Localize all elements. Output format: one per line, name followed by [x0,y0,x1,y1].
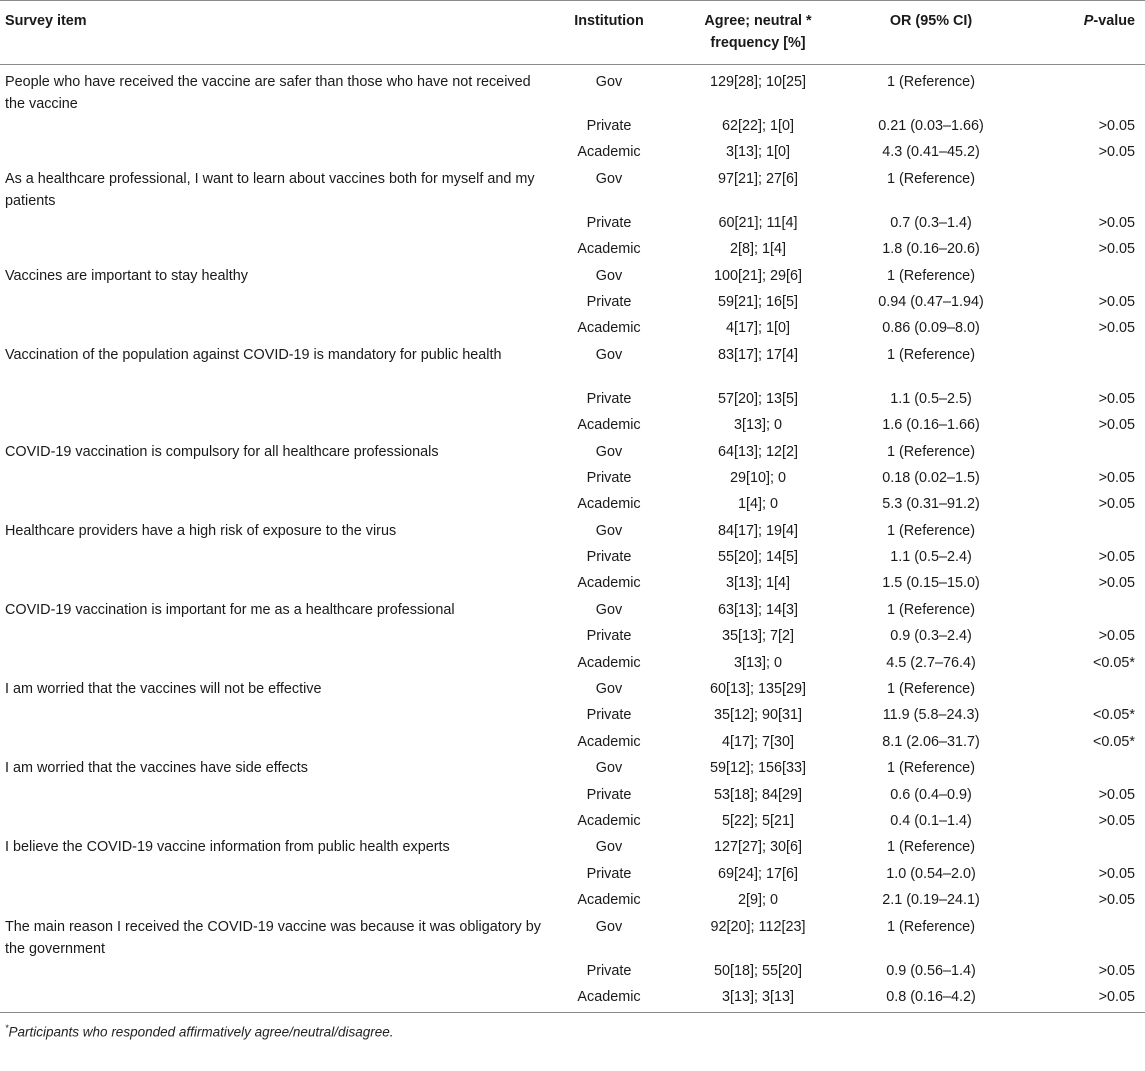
institution-cell: Gov [595,170,623,187]
odds-ratio-cell: 0.9 (0.56–1.4) [886,962,976,979]
p-value-cell: >0.05 [1098,812,1135,829]
survey-item-cell [0,212,545,238]
frequency-cell: 3[13]; 3[13] [721,988,794,1005]
survey-item-cell [0,467,545,493]
p-value-cell [1019,344,1145,388]
survey-item-cell [0,731,545,757]
institution-cell: Academic [577,144,641,161]
table-row [0,265,1145,291]
institution-cell: Academic [577,892,641,909]
frequency-cell: 35[12]; 90[31] [713,707,803,724]
odds-ratio-cell: 11.9 (5.8–24.3) [882,707,980,724]
frequency-cell: 97[21]; 27[6] [717,170,798,187]
institution-cell: Gov [595,601,623,618]
p-value-cell: >0.05 [1098,549,1135,566]
table-row [0,625,1145,651]
survey-item-cell: I believe the COVID-19 vaccine information from public health experts [5,839,450,856]
p-value-cell [1019,441,1145,467]
table-row [0,652,1145,678]
p-value-cell: >0.05 [1098,118,1135,134]
institution-cell: Gov [595,267,623,284]
frequency-cell: 50[18]; 55[20] [713,962,803,979]
frequency-cell: 62[22]; 1[0] [721,118,794,134]
institution-cell: Academic [577,733,641,750]
odds-ratio-cell: 1 (Reference) [887,267,975,284]
odds-ratio-cell: 0.8 (0.16–4.2) [886,988,976,1005]
frequency-cell: 92[20]; 112[23] [710,918,806,935]
p-value-cell: >0.05 [1098,241,1135,258]
table-row [0,836,1145,862]
header-odds-ratio: OR (95% CI) [889,13,973,29]
frequency-cell: 83[17]; 17[4] [717,346,798,363]
odds-ratio-cell: 0.94 (0.47–1.94) [878,293,984,310]
frequency-cell: 129[28]; 10[25] [709,74,807,90]
p-value-cell: <0.05* [1092,707,1135,724]
institution-cell: Private [586,786,632,803]
frequency-cell: 55[20]; 14[5] [717,549,798,566]
odds-ratio-cell: 1 (Reference) [887,760,975,777]
header-frequency-line2: frequency [%] [710,35,806,51]
odds-ratio-cell: 1.1 (0.5–2.5) [890,390,972,407]
table-row [0,520,1145,546]
table-row [0,546,1145,572]
table-row [0,291,1145,317]
frequency-cell: 3[13]; 0 [733,417,782,434]
institution-cell: Private [586,469,632,486]
odds-ratio-cell: 1.5 (0.15–15.0) [882,575,980,592]
table-row [0,212,1145,238]
frequency-cell: 59[21]; 16[5] [717,293,798,310]
p-value-cell: >0.05 [1098,214,1135,231]
table-row [0,863,1145,889]
survey-item-cell: COVID-19 vaccination is important for me as a healthcare professional [5,601,455,618]
frequency-cell: 84[17]; 19[4] [717,522,798,539]
p-value-cell: >0.05 [1098,962,1135,979]
table-row [0,704,1145,730]
frequency-cell: 29[10]; 0 [729,469,786,486]
table-row [0,115,1145,141]
frequency-cell: 60[21]; 11[4] [718,214,798,231]
odds-ratio-cell: 1 (Reference) [887,522,975,539]
table-body [0,65,1145,1013]
institution-cell: Academic [577,988,641,1005]
institution-cell: Academic [577,241,641,258]
table-row [0,678,1145,704]
frequency-cell: 35[13]; 7[2] [721,628,794,645]
frequency-cell: 59[12]; 156[33] [709,760,807,777]
p-value-cell: <0.05* [1092,654,1135,671]
survey-item-cell [0,493,545,519]
odds-ratio-cell: 1.0 (0.54–2.0) [886,865,976,882]
survey-item-cell [0,652,545,678]
header-institution: Institution [574,13,644,29]
frequency-cell: 63[13]; 14[3] [717,601,798,618]
p-value-cell: >0.05 [1098,628,1135,645]
frequency-cell: 60[13]; 135[29] [709,681,807,698]
survey-item-cell [0,986,545,1013]
table-row [0,916,1145,960]
p-value-cell: >0.05 [1098,320,1135,337]
table-row [0,731,1145,757]
table-row [0,572,1145,598]
odds-ratio-cell: 4.3 (0.41–45.2) [882,144,980,161]
p-value-cell: >0.05 [1098,390,1135,407]
p-value-cell [1019,757,1145,783]
institution-cell: Gov [595,522,623,539]
survey-item-cell [0,863,545,889]
odds-ratio-cell: 0.21 (0.03–1.66) [878,118,984,134]
survey-item-cell [0,388,545,414]
p-value-cell: >0.05 [1098,469,1135,486]
frequency-cell: 2[9]; 0 [737,892,778,909]
frequency-cell: 3[13]; 1[4] [725,575,790,592]
table-header [0,1,1145,65]
frequency-cell: 69[24]; 17[6] [717,865,798,882]
header-p-value [1019,1,1145,65]
odds-ratio-cell: 0.4 (0.1–1.4) [890,812,972,829]
odds-ratio-cell: 1 (Reference) [887,601,975,618]
survey-item-cell [0,572,545,598]
table-row [0,810,1145,836]
survey-item-cell [0,414,545,440]
institution-cell: Academic [577,575,641,592]
institution-cell: Private [586,549,632,566]
odds-ratio-cell: 1 (Reference) [887,346,975,363]
survey-item-cell: I am worried that the vaccines have side effects [5,760,308,777]
survey-item-cell: People who have received the vaccine are safer than those who have not received the vaccine [5,74,531,112]
institution-cell: Private [586,628,632,645]
survey-item-cell [0,810,545,836]
odds-ratio-cell: 1 (Reference) [887,74,975,90]
table-row [0,65,1145,116]
odds-ratio-cell: 1 (Reference) [887,681,975,698]
institution-cell: Private [586,962,632,979]
p-value-cell [1019,599,1145,625]
survey-item-cell: COVID-19 vaccination is compulsory for all healthcare professionals [5,443,439,460]
table-row [0,238,1145,264]
p-value-cell [1019,520,1145,546]
table-row [0,784,1145,810]
p-value-cell: >0.05 [1098,417,1135,434]
p-value-cell: >0.05 [1098,786,1135,803]
frequency-cell: 100[21]; 29[6] [713,267,803,284]
institution-cell: Gov [595,681,623,698]
institution-cell: Gov [595,760,623,777]
table-row [0,414,1145,440]
odds-ratio-cell: 4.5 (2.7–76.4) [886,654,976,671]
footnote [0,1013,1145,1040]
institution-cell: Gov [595,74,623,90]
p-value-cell [1019,678,1145,704]
institution-cell: Gov [595,839,623,856]
table-row [0,317,1145,343]
institution-cell: Private [586,118,632,134]
odds-ratio-cell: 1.6 (0.16–1.66) [882,417,980,434]
odds-ratio-cell: 1 (Reference) [887,443,975,460]
table-row [0,344,1145,388]
table-row [0,441,1145,467]
table-row [0,599,1145,625]
p-value-cell: <0.05* [1092,733,1135,750]
frequency-cell: 64[13]; 12[2] [717,443,798,460]
p-value-cell: >0.05 [1098,293,1135,310]
p-value-cell: >0.05 [1098,144,1135,161]
institution-cell: Private [586,390,632,407]
odds-ratio-cell: 8.1 (2.06–31.7) [882,733,980,750]
frequency-cell: 57[20]; 13[5] [717,390,798,407]
p-value-cell: >0.05 [1098,575,1135,592]
frequency-cell: 53[18]; 84[29] [713,786,803,803]
footnote-marker: * [5,1023,9,1034]
institution-cell: Private [586,293,632,310]
table-row [0,986,1145,1013]
survey-item-cell [0,317,545,343]
survey-item-cell [0,238,545,264]
odds-ratio-cell: 0.6 (0.4–0.9) [890,786,972,803]
footnote-text: Participants who responded affirmatively agree/neutral/disagree. [8,1024,394,1040]
odds-ratio-cell: 1.8 (0.16–20.6) [882,241,980,258]
odds-ratio-cell: 2.1 (0.19–24.1) [882,892,980,909]
institution-cell: Academic [577,812,641,829]
survey-item-cell [0,625,545,651]
institution-cell: Private [586,707,632,724]
odds-ratio-cell: 1 (Reference) [887,170,975,187]
frequency-cell: 4[17]; 7[30] [721,733,794,750]
p-value-cell: >0.05 [1098,865,1135,882]
table-row [0,388,1145,414]
odds-ratio-cell: 1 (Reference) [887,839,975,856]
institution-cell: Academic [577,496,641,513]
survey-item-cell: I am worried that the vaccines will not be effective [5,681,322,698]
p-value-cell [1019,265,1145,291]
table-row [0,141,1145,167]
table-row [0,493,1145,519]
survey-item-cell: The main reason I received the COVID-19 vaccine was because it was obligatory by the government [5,918,541,957]
p-value-cell: >0.05 [1098,892,1135,909]
odds-ratio-cell: 0.9 (0.3–2.4) [890,628,972,645]
survey-item-cell [0,291,545,317]
table-row [0,889,1145,915]
p-value-cell [1019,836,1145,862]
survey-item-cell [0,889,545,915]
table-row [0,467,1145,493]
survey-item-cell: As a healthcare professional, I want to learn about vaccines both for myself and my patients [5,170,535,209]
survey-item-cell [0,546,545,572]
header-frequency [673,1,843,65]
institution-cell: Academic [577,320,641,337]
table-row [0,168,1145,212]
institution-cell: Gov [595,443,623,460]
frequency-cell: 5[22]; 5[21] [721,812,794,829]
survey-item-cell: Vaccines are important to stay healthy [5,267,248,284]
survey-item-cell [0,115,545,141]
header-frequency-line1: Agree; neutral * [704,13,812,29]
institution-cell: Academic [577,654,641,671]
odds-ratio-cell: 1.1 (0.5–2.4) [890,549,972,566]
p-value-cell [1019,65,1145,116]
frequency-cell: 3[13]; 1[0] [725,144,790,161]
frequency-cell: 4[17]; 1[0] [725,320,790,337]
table-row [0,757,1145,783]
frequency-cell: 3[13]; 0 [733,654,782,671]
frequency-cell: 127[27]; 30[6] [713,839,803,856]
header-p-italic: P [1083,13,1094,29]
header-p-rest: -value [1093,13,1135,29]
institution-cell: Gov [595,918,623,935]
survey-item-cell [0,960,545,986]
survey-item-cell: Healthcare providers have a high risk of exposure to the virus [5,522,397,539]
institution-cell: Gov [595,346,623,363]
odds-ratio-cell: 5.3 (0.31–91.2) [882,496,980,513]
institution-cell: Private [586,214,632,231]
table-row [0,960,1145,986]
survey-item-cell [0,704,545,730]
institution-cell: Private [586,865,632,882]
p-value-cell: >0.05 [1098,988,1135,1005]
frequency-cell: 1[4]; 0 [737,496,778,513]
institution-cell: Academic [577,417,641,434]
survey-item-cell [0,141,545,167]
survey-item-cell [0,784,545,810]
odds-ratio-cell: 1 (Reference) [887,918,975,935]
p-value-cell [1019,916,1145,960]
survey-item-cell: Vaccination of the population against COVID-19 is mandatory for public health [5,346,502,363]
frequency-cell: 2[8]; 1[4] [729,241,786,258]
header-survey-item: Survey item [5,13,87,29]
odds-ratio-cell: 0.86 (0.09–8.0) [882,320,980,337]
odds-ratio-cell: 0.18 (0.02–1.5) [882,469,980,486]
p-value-cell [1019,168,1145,212]
odds-ratio-cell: 0.7 (0.3–1.4) [890,214,972,231]
p-value-cell: >0.05 [1098,496,1135,513]
